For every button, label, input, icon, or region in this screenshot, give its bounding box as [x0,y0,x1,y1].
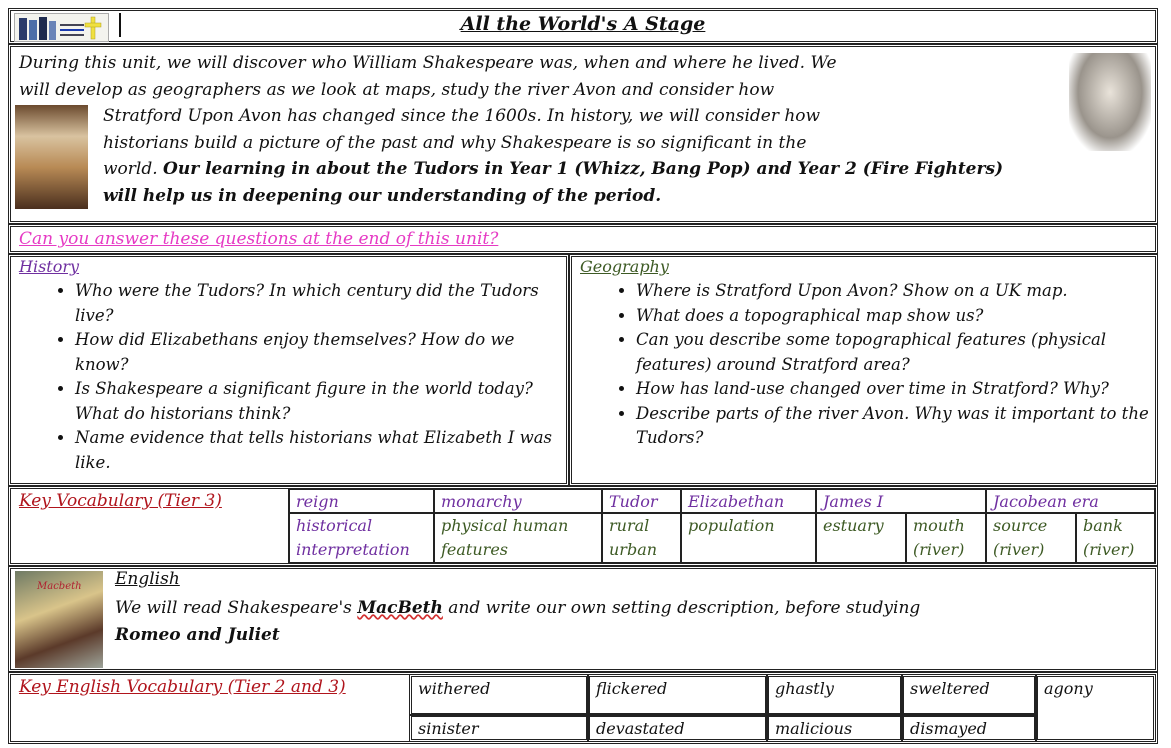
english-vocab-cell: agony [1035,674,1156,742]
book-cover-title: Macbeth [37,581,82,592]
geography-question: • How has land-use changed over time in Stratford? Why? [636,377,1155,402]
intro-line: During this unit, we will discover who William Shakespeare was, when and where he lived. We [19,53,837,73]
vocab-cell: physical human features [433,512,603,564]
english-text-part: and write our own setting description, before studying [442,598,921,618]
intro-line: Stratford Upon Avon has changed since the 1600s. In history, we will consider how [103,106,821,126]
geography-question: • Where is Stratford Upon Avon? Show on a UK map. [636,279,1155,304]
vocab-cell: monarchy [433,488,603,514]
english-section [8,566,1158,672]
intro-text-bold: Our learning in about the Tudors in Year 1 (Whizz, Bang Pop) and Year 2 (Fire Fighters) [163,159,1004,179]
intro-line [19,156,1129,183]
page-title: All the World's A Stage [460,13,706,35]
english-text [115,595,1135,649]
vocab-cell: rural urban [601,512,682,564]
intro-line: will help us in deepening our understanding of the period. [103,185,662,206]
vocab-cell: mouth (river) [905,512,987,564]
vocab-cell: population [680,512,817,564]
intro-section [8,44,1158,224]
english-vocab-cell: sinister [409,714,589,742]
history-question: • Is Shakespeare a significant figure in the world today? What do historians think? [75,377,566,426]
questions-prompt-row [8,224,1158,254]
english-vocab-cell: withered [409,674,589,716]
vocab-cell: historical interpretation [288,512,435,564]
history-questions [11,279,566,475]
geography-section [569,254,1158,486]
macbeth-book-cover [15,571,103,668]
history-question: • How did Elizabethans enjoy themselves? How do we know? [75,328,566,377]
intro-line: historians build a picture of the past and why Shakespeare is so significant in the [103,132,807,153]
geography-question: • Describe parts of the river Avon. Why was it important to the Tudors? [636,402,1155,451]
vocab-cell: Elizabethan [680,488,817,514]
vocab-cell: estuary [815,512,907,564]
geography-question: • Can you describe some topographical features (physical features) around Stratford area? [636,328,1155,377]
english-vocabulary-label: Key English Vocabulary (Tier 2 and 3) [19,677,346,697]
vocab-cell: Tudor [601,488,682,514]
geography-question: • What does a topographical map show us? [636,304,1155,329]
intro-text [19,50,1129,209]
questions-prompt: Can you answer these questions at the end of this unit? [19,229,499,249]
english-vocab-cell: devastated [587,714,768,742]
history-question: • Who were the Tudors? In which century did the Tudors live? [75,279,566,328]
geography-questions [572,279,1155,451]
geography-heading: Geography [580,257,669,276]
english-vocab-cell: ghastly [766,674,903,716]
history-heading: History [19,257,80,276]
vocab-cell: bank (river) [1075,512,1156,564]
vocab-cell: James I [815,488,987,514]
key-vocabulary-label: Key Vocabulary (Tier 3) [19,491,222,511]
vocab-cell: source (river) [985,512,1077,564]
romeo-juliet-title: Romeo and Juliet [115,625,280,645]
intro-line: will develop as geographers as we look at maps, study the river Avon and consider how [19,79,775,100]
english-text-part: We will read Shakespeare's [115,598,358,618]
macbeth-title: MacBeth [357,598,443,618]
vocab-cell: reign [288,488,435,514]
vocab-cell: Jacobean era [985,488,1156,514]
english-vocab-cell: flickered [587,674,768,716]
english-vocab-cell: dismayed [901,714,1037,742]
intro-text-plain: world. [103,159,164,179]
key-vocabulary-section [8,486,1158,566]
english-vocab-cell: malicious [766,714,903,742]
history-question: • Name evidence that tells historians what Elizabeth I was like. [75,426,566,475]
english-vocab-cell: sweltered [901,674,1037,716]
english-vocabulary-section [8,672,1158,744]
english-heading: English [115,569,180,589]
title-bar [8,8,1158,44]
history-section [8,254,569,486]
